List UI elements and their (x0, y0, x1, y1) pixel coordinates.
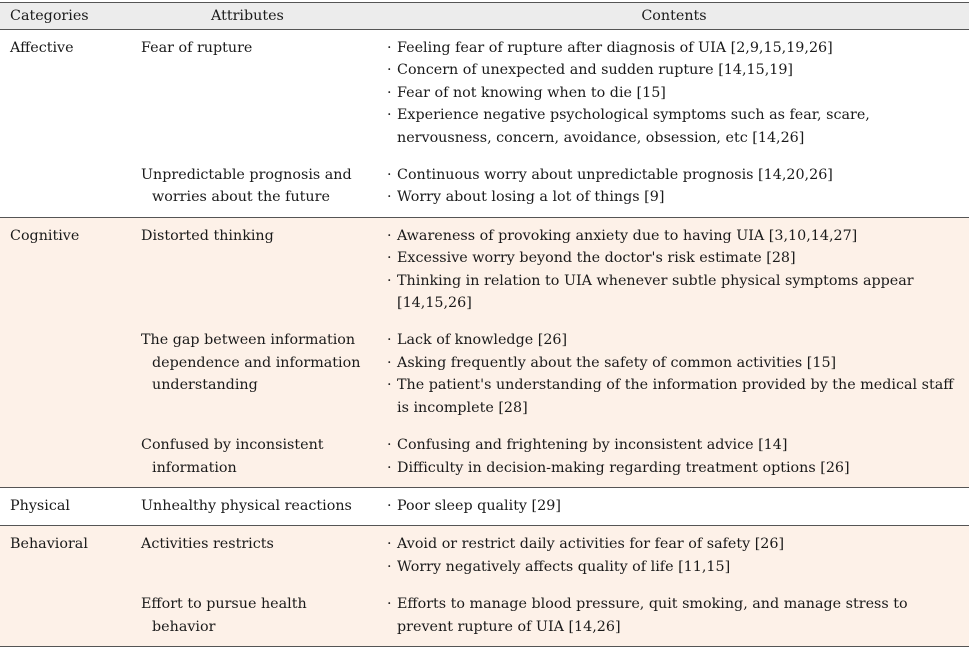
attribute-cell (131, 427, 379, 487)
content-item: · Asking frequently about the safety of common activities [15] (389, 352, 965, 374)
attribute-cell (131, 157, 379, 217)
table-row (0, 586, 969, 646)
contents-list (389, 164, 965, 209)
attribute-cell (131, 526, 379, 586)
table-row (0, 217, 969, 322)
attribute-cell (131, 487, 379, 525)
content-item: · Avoid or restrict daily activities for fear of safety [26] (389, 533, 965, 555)
contents-cell (379, 427, 969, 487)
attribute-label: The gap between information dependence and information understanding (141, 332, 361, 394)
category-cell (0, 427, 131, 487)
content-item: · Awareness of provoking anxiety due to having UIA [3,10,14,27] (389, 225, 965, 247)
content-item: · Confusing and frightening by inconsistent advice [14] (389, 434, 965, 456)
anxiety-attributes-table (0, 2, 969, 647)
table-row (0, 427, 969, 487)
category-cell: Behavioral (0, 526, 131, 586)
category-cell: Physical (0, 487, 131, 525)
contents-cell (379, 157, 969, 217)
attribute-label: Unpredictable prognosis and worries about the future (141, 167, 352, 206)
content-item: · The patient's understanding of the information provided by the medical staff is incomplete [28] (389, 374, 965, 419)
contents-list (389, 533, 965, 578)
table-body (0, 30, 969, 647)
content-item: · Poor sleep quality [29] (389, 495, 965, 517)
content-item: · Difficulty in decision-making regarding treatment options [26] (389, 457, 965, 479)
attribute-label: Activities restricts (141, 536, 274, 553)
table-row (0, 526, 969, 586)
category-cell: Cognitive (0, 217, 131, 322)
table-row (0, 487, 969, 525)
contents-cell (379, 217, 969, 322)
attribute-cell (131, 30, 379, 158)
content-item: · Fear of not knowing when to die [15] (389, 82, 965, 104)
table-row (0, 322, 969, 427)
attribute-label: Fear of rupture (141, 40, 253, 56)
contents-list (389, 329, 965, 419)
category-cell (0, 586, 131, 646)
category-cell (0, 322, 131, 427)
content-item: · Experience negative psychological symptoms such as fear, scare, nervousness, concern, avoidance, obsession, etc [14,26] (389, 104, 965, 149)
contents-list (389, 593, 965, 638)
content-item: · Continuous worry about unpredictable prognosis [14,20,26] (389, 164, 965, 186)
contents-cell (379, 30, 969, 158)
content-item: · Efforts to manage blood pressure, quit smoking, and manage stress to prevent rupture of UIA [14,26] (389, 593, 965, 638)
attribute-label: Unhealthy physical reactions (141, 497, 352, 514)
contents-list (389, 37, 965, 149)
attribute-label: Effort to pursue health behavior (141, 596, 307, 635)
contents-cell (379, 322, 969, 427)
header-row (0, 3, 969, 30)
attribute-cell (131, 586, 379, 646)
header-categories: Categories (0, 3, 131, 30)
contents-list (389, 225, 965, 315)
header-attributes: Attributes (131, 3, 379, 30)
table-row (0, 157, 969, 217)
contents-list (389, 495, 965, 517)
content-item: · Worry about losing a lot of things [9] (389, 186, 965, 208)
contents-cell (379, 526, 969, 586)
category-cell (0, 157, 131, 217)
contents-list (389, 434, 965, 479)
header-contents: Contents (379, 3, 969, 30)
category-cell: Affective (0, 30, 131, 158)
contents-cell (379, 586, 969, 646)
content-item: · Excessive worry beyond the doctor's risk estimate [28] (389, 247, 965, 269)
content-item: · Worry negatively affects quality of life [11,15] (389, 556, 965, 578)
attribute-cell (131, 322, 379, 427)
content-item: · Feeling fear of rupture after diagnosis of UIA [2,9,15,19,26] (389, 37, 965, 59)
table-row (0, 30, 969, 158)
attribute-label: Confused by inconsistent information (141, 437, 324, 476)
content-item: · Lack of knowledge [26] (389, 329, 965, 351)
attribute-label: Distorted thinking (141, 227, 274, 244)
content-item: · Concern of unexpected and sudden rupture [14,15,19] (389, 59, 965, 81)
contents-cell (379, 487, 969, 525)
content-item: · Thinking in relation to UIA whenever subtle physical symptoms appear [14,15,26] (389, 270, 965, 315)
attribute-cell (131, 217, 379, 322)
